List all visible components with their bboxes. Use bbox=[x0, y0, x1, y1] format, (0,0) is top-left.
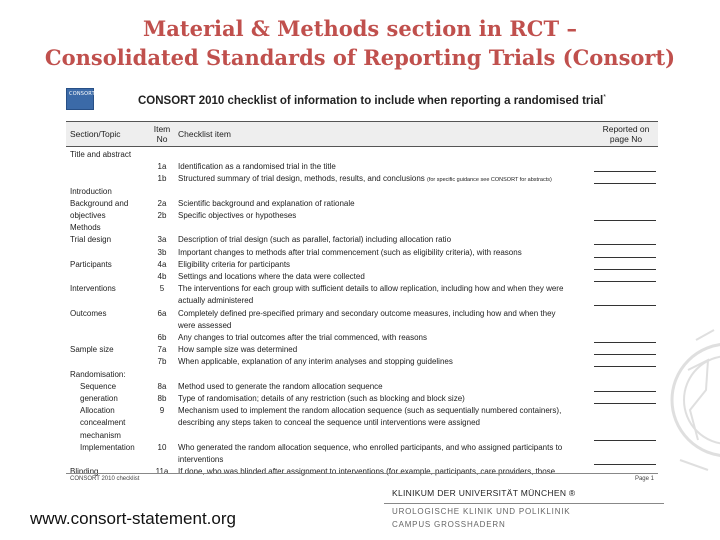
row-section-topic: concealment bbox=[80, 418, 126, 428]
checklist-row bbox=[66, 431, 658, 441]
checklist-row bbox=[66, 394, 658, 404]
header-reported-on-page: Reported on page No bbox=[602, 124, 650, 144]
row-section-topic: Sequence bbox=[80, 381, 117, 391]
checklist-row bbox=[66, 406, 658, 416]
row-section-topic: Methods bbox=[70, 223, 101, 233]
row-checklist-item bbox=[178, 296, 586, 306]
row-checklist-item bbox=[178, 394, 586, 404]
row-item-number: 3b bbox=[157, 247, 167, 257]
row-item-number: 1b bbox=[157, 174, 167, 184]
row-checklist-item-text: Description of trial design (such as parallel, factorial) including allocation ratio bbox=[178, 235, 452, 245]
row-section-topic: Allocation bbox=[80, 406, 115, 416]
checklist-row bbox=[66, 150, 658, 160]
row-item-number: 11a bbox=[155, 467, 169, 477]
row-checklist-item bbox=[178, 418, 586, 428]
row-section-topic: generation bbox=[80, 394, 118, 403]
page-number-blank bbox=[594, 354, 656, 355]
checklist-row bbox=[66, 370, 658, 380]
row-checklist-item bbox=[178, 309, 586, 319]
page-number-blank bbox=[594, 391, 656, 392]
checklist-row bbox=[66, 309, 658, 319]
checklist-row bbox=[66, 260, 658, 270]
row-item-number: 6b bbox=[157, 333, 167, 342]
checklist-row bbox=[66, 187, 658, 197]
row-checklist-item-text: interventions bbox=[178, 455, 224, 464]
row-checklist-item-text: When applicable, explanation of any interim analyses and stopping guidelines bbox=[178, 357, 453, 367]
checklist-row bbox=[66, 248, 658, 258]
checklist-row bbox=[66, 418, 658, 428]
row-item-number: 1a bbox=[157, 162, 167, 172]
row-checklist-item bbox=[178, 211, 586, 221]
row-checklist-item bbox=[178, 382, 586, 392]
row-checklist-item bbox=[178, 443, 586, 453]
row-checklist-item-text: Method used to generate the random allocation sequence bbox=[178, 381, 383, 391]
row-item-number: 9 bbox=[159, 406, 165, 416]
row-checklist-item bbox=[178, 333, 586, 343]
checklist-title-text: CONSORT 2010 checklist of information to include when reporting a randomised trial bbox=[138, 94, 604, 107]
university-seal-watermark-icon bbox=[668, 300, 720, 500]
row-section-topic: Trial design bbox=[70, 235, 112, 245]
row-checklist-item-text: Structured summary of trial design, methods, results, and conclusions bbox=[178, 174, 425, 184]
hospital-name: KLINIKUM DER UNIVERSITÄT MÜNCHEN ® bbox=[392, 488, 576, 498]
row-checklist-item-text: Eligibility criteria for participants bbox=[178, 259, 291, 269]
row-section-topic: Implementation bbox=[80, 442, 135, 452]
row-item-number: 4b bbox=[157, 272, 167, 281]
checklist-row bbox=[66, 357, 658, 367]
row-item-number: 5 bbox=[159, 284, 165, 294]
row-checklist-item-text: The interventions for each group with sufficient details to allow replication, including how and when they were bbox=[178, 284, 564, 294]
row-checklist-item-text: Type of randomisation; details of any restriction (such as blocking and block size) bbox=[178, 394, 465, 403]
row-checklist-item-text: Identification as a randomised trial in the title bbox=[178, 162, 336, 172]
row-checklist-item-text: Any changes to trial outcomes after the trial commenced, with reasons bbox=[178, 333, 428, 342]
row-checklist-item bbox=[178, 199, 586, 209]
checklist-title bbox=[138, 94, 606, 107]
row-item-number: 8b bbox=[157, 394, 167, 403]
checklist-row bbox=[66, 235, 658, 245]
page-number-blank bbox=[594, 183, 656, 184]
page-number-blank bbox=[594, 220, 656, 221]
page-number-blank bbox=[594, 171, 656, 172]
document-footer-right: Page 1 bbox=[634, 476, 654, 482]
page-number-blank bbox=[594, 366, 656, 367]
row-checklist-item bbox=[178, 284, 586, 294]
document-footer bbox=[66, 473, 658, 484]
slide-title-line-2: Consolidated Standards of Reporting Trials (Consort) bbox=[44, 45, 676, 70]
row-item-number: 7b bbox=[157, 357, 167, 367]
row-section-topic: Participants bbox=[70, 259, 112, 269]
row-section-topic: mechanism bbox=[80, 430, 121, 440]
row-item-number: 10 bbox=[157, 442, 167, 452]
checklist-row bbox=[66, 296, 658, 306]
footer-divider bbox=[384, 503, 664, 504]
table-header bbox=[66, 121, 658, 147]
row-section-topic: Blinding bbox=[70, 467, 99, 477]
page-number-blank bbox=[594, 257, 656, 258]
row-checklist-item bbox=[178, 406, 586, 416]
page-number-blank bbox=[594, 464, 656, 465]
row-checklist-item-text: If done, who was blinded after assignment to interventions (for example, participants, care providers, those bbox=[178, 467, 556, 477]
row-checklist-item-text: Settings and locations where the data were collected bbox=[178, 272, 365, 281]
page-number-blank bbox=[594, 440, 656, 441]
checklist-title-asterisk: * bbox=[603, 94, 606, 101]
page-number-blank bbox=[594, 403, 656, 404]
row-item-number: 3a bbox=[157, 235, 167, 245]
page-number-blank bbox=[594, 244, 656, 245]
row-checklist-item bbox=[178, 272, 586, 282]
checklist-row bbox=[66, 199, 658, 209]
row-section-topic: objectives bbox=[70, 211, 106, 220]
checklist-row bbox=[66, 284, 658, 294]
page-number-blank bbox=[594, 281, 656, 282]
page-number-blank bbox=[594, 269, 656, 270]
row-section-topic: Interventions bbox=[70, 284, 116, 294]
row-checklist-item-text: Who generated the random allocation sequence, who enrolled participants, and who assigned participants to bbox=[178, 442, 563, 452]
row-item-number: 7a bbox=[157, 345, 167, 355]
header-item-no: Item No bbox=[153, 124, 171, 144]
row-checklist-item-text: were assessed bbox=[178, 320, 232, 330]
checklist-row bbox=[66, 345, 658, 355]
page-number-blank bbox=[594, 342, 656, 343]
row-checklist-item bbox=[178, 248, 586, 258]
checklist-row bbox=[66, 455, 658, 465]
consort-logo-text: CONSORT bbox=[69, 91, 95, 97]
header-section-topic: Section/Topic bbox=[70, 129, 121, 139]
row-checklist-item bbox=[178, 455, 586, 465]
document-footer-left: CONSORT 2010 checklist bbox=[70, 476, 140, 482]
checklist-row bbox=[66, 333, 658, 343]
row-checklist-item bbox=[178, 162, 586, 172]
header-checklist-item: Checklist item bbox=[178, 129, 231, 139]
row-checklist-item bbox=[178, 357, 586, 367]
department-line-1: UROLOGISCHE KLINIK UND POLIKLINIK bbox=[392, 507, 571, 516]
row-checklist-item-text: Completely defined pre-specified primary and secondary outcome measures, including how and when they bbox=[178, 308, 556, 318]
department-line-2: CAMPUS GROSSHADERN bbox=[392, 520, 506, 529]
checklist-row bbox=[66, 382, 658, 392]
row-checklist-item-text: Specific objectives or hypotheses bbox=[178, 211, 297, 220]
row-item-number: 4a bbox=[157, 259, 167, 269]
row-section-topic: Sample size bbox=[70, 345, 114, 355]
row-checklist-item-text: Mechanism used to implement the random allocation sequence (such as sequentially numbered containers), bbox=[178, 406, 562, 416]
row-checklist-item-text: describing any steps taken to conceal the sequence until interventions were assigned bbox=[178, 418, 480, 428]
consort-logo bbox=[66, 88, 94, 110]
row-item-number: 8a bbox=[157, 381, 167, 391]
page-number-blank bbox=[594, 305, 656, 306]
row-checklist-item bbox=[178, 235, 586, 245]
row-section-topic: Randomisation: bbox=[70, 369, 126, 379]
row-section-topic: Title and abstract bbox=[70, 150, 132, 159]
row-checklist-item-note: (for specific guidance see CONSORT for abstracts) bbox=[427, 177, 552, 184]
row-item-number: 2a bbox=[157, 198, 167, 208]
row-checklist-item bbox=[178, 321, 586, 331]
row-item-number: 6a bbox=[157, 308, 167, 318]
consort-website-link[interactable]: www.consort-statement.org bbox=[30, 509, 236, 528]
checklist-row bbox=[66, 223, 658, 233]
slide-title bbox=[0, 14, 720, 72]
row-item-number: 2b bbox=[157, 211, 167, 220]
checklist-row bbox=[66, 321, 658, 331]
checklist-row bbox=[66, 174, 658, 184]
row-checklist-item bbox=[178, 345, 586, 355]
row-checklist-item bbox=[178, 174, 586, 185]
checklist-row bbox=[66, 211, 658, 221]
row-checklist-item-text: Scientific background and explanation of rationale bbox=[178, 198, 355, 208]
row-checklist-item-text: Important changes to methods after trial commencement (such as eligibility criteria), with reasons bbox=[178, 247, 522, 257]
checklist-row bbox=[66, 162, 658, 172]
row-section-topic: Background and bbox=[70, 198, 129, 208]
row-checklist-item-text: How sample size was determined bbox=[178, 345, 298, 355]
checklist-row bbox=[66, 272, 658, 282]
row-section-topic: Outcomes bbox=[70, 308, 107, 318]
row-checklist-item bbox=[178, 260, 586, 270]
consort-checklist-document bbox=[66, 88, 658, 484]
row-checklist-item-text: actually administered bbox=[178, 296, 254, 306]
slide-title-line-1: Material & Methods section in RCT – bbox=[143, 16, 577, 41]
checklist-row bbox=[66, 443, 658, 453]
row-section-topic: Introduction bbox=[70, 186, 112, 196]
